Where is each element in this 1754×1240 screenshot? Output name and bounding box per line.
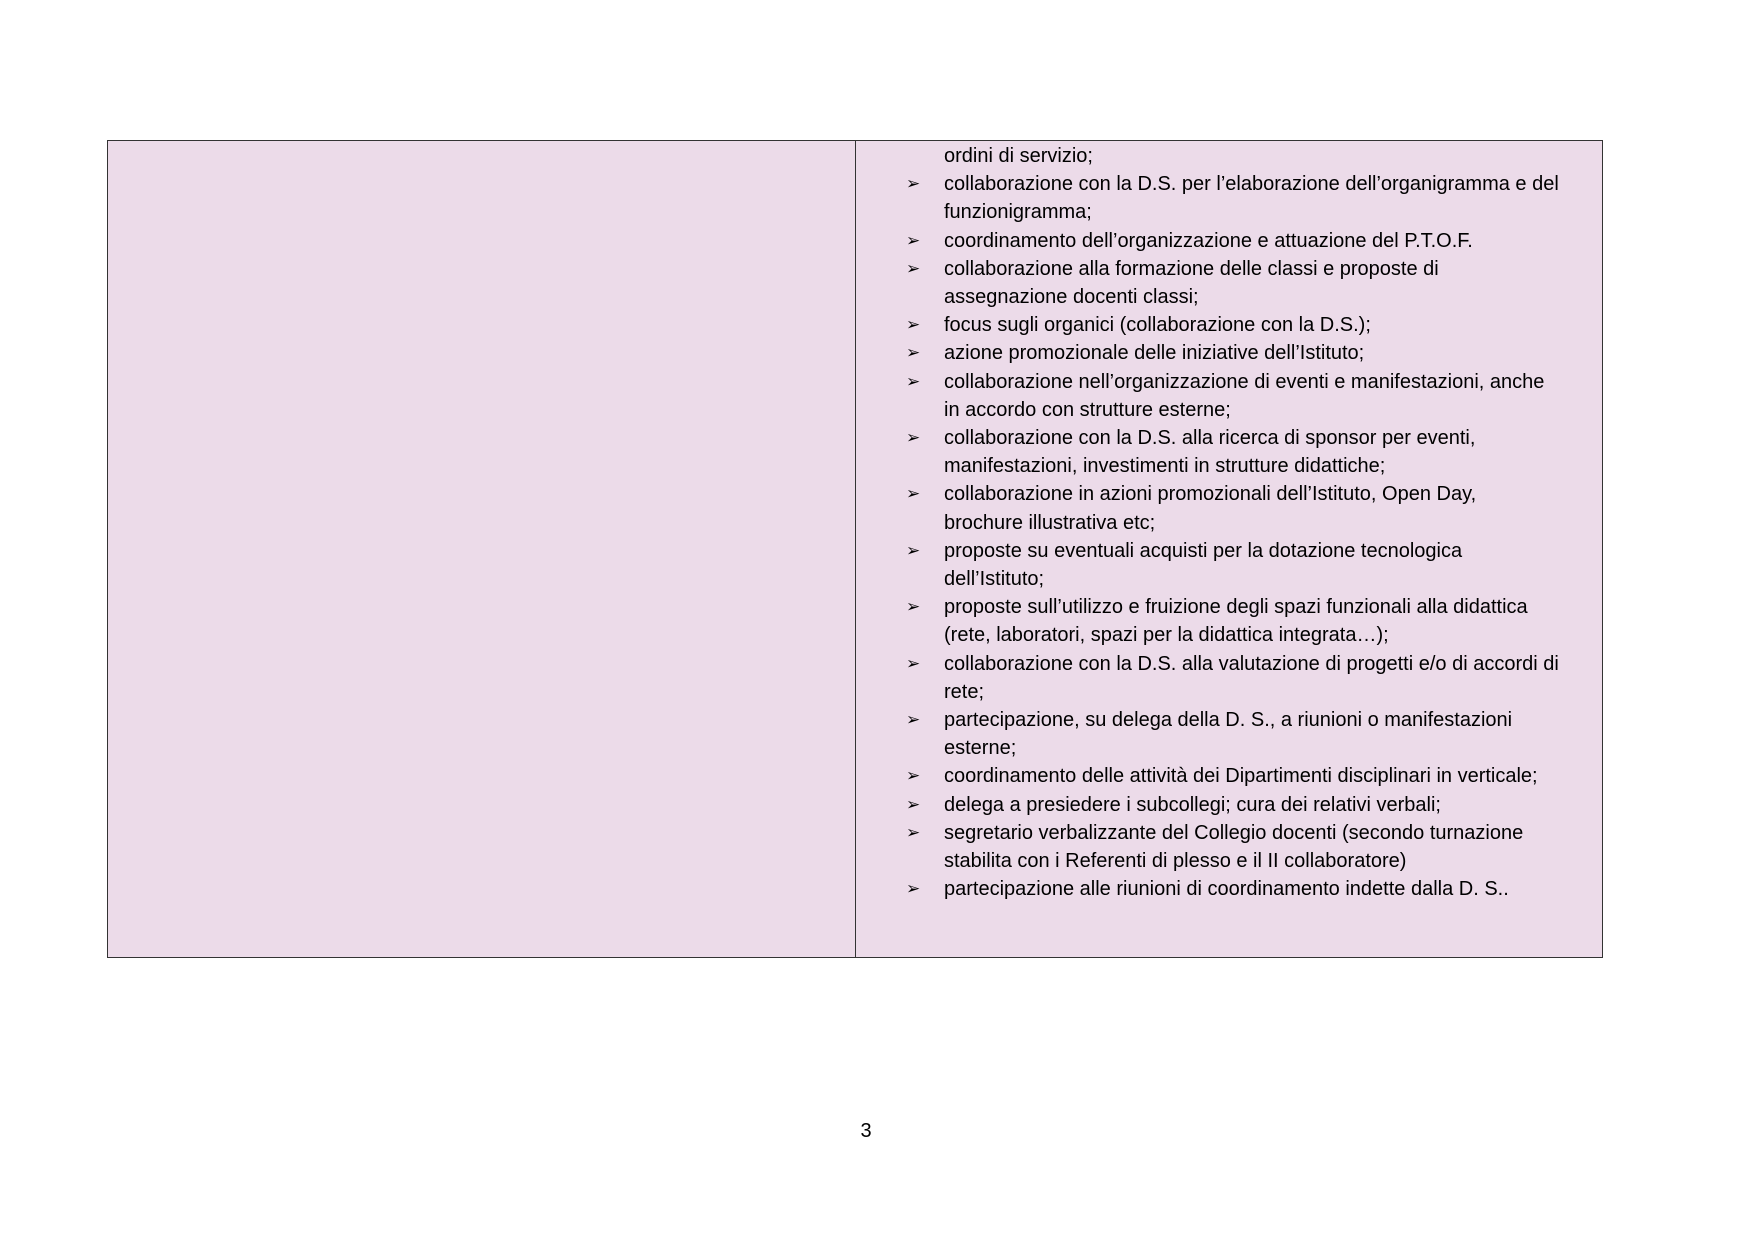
duty-item-line: collaborazione alla formazione delle classi e proposte di [944,257,1439,280]
duty-item-line: collaborazione con la D.S. per l’elaborazione dell’organigramma e del [944,173,1559,196]
duty-item-line: collaborazione con la D.S. alla valutazione di progetti e/o di accordi di [944,652,1559,675]
page-number: 3 [860,1120,872,1142]
duty-list [856,170,1602,903]
duty-list-item [856,339,1602,367]
duty-item-line: azione promozionale delle iniziative dell’Istituto; [944,342,1365,365]
duty-list-item [856,227,1602,255]
arrowhead-bullet-icon: ➢ [906,794,921,815]
arrowhead-bullet-icon: ➢ [906,371,921,392]
duty-item-line: collaborazione nell’organizzazione di eventi e manifestazioni, anche [944,370,1545,393]
continuation-text: ordini di servizio; [944,145,1093,167]
duty-item-line: brochure illustrativa etc; [944,511,1156,534]
duty-item-line: in accordo con strutture esterne; [944,398,1231,421]
duty-list-item [856,537,1602,593]
duty-list-item [856,170,1602,226]
duty-item-line: proposte su eventuali acquisti per la dotazione tecnologica [944,539,1463,562]
duty-list-item [856,762,1602,790]
duty-item-line: manifestazioni, investimenti in strutture didattiche; [944,455,1386,478]
arrowhead-bullet-icon: ➢ [906,540,921,561]
arrowhead-bullet-icon: ➢ [906,174,921,195]
arrowhead-bullet-icon: ➢ [906,766,921,787]
arrowhead-bullet-icon: ➢ [906,343,921,364]
duty-item-line: stabilita con i Referenti di plesso e il II collaboratore) [944,850,1407,873]
duty-list-item [856,875,1602,903]
duty-item-line: partecipazione alle riunioni di coordinamento indette dalla D. S.. [944,878,1509,901]
duty-item-line: funzionigramma; [944,201,1092,224]
duty-item-line: esterne; [944,737,1017,760]
duty-list-item [856,819,1602,875]
duty-item-line: rete; [944,680,985,703]
duty-item-line: proposte sull’utilizzo e fruizione degli spazi funzionali alla didattica [944,596,1528,619]
arrowhead-bullet-icon: ➢ [906,315,921,336]
duty-item-line: dell’Istituto; [944,568,1045,591]
table-cell-left-empty [108,141,856,957]
arrowhead-bullet-icon: ➢ [906,258,921,279]
duties-table [107,140,1603,958]
duty-item-line: focus sugli organici (collaborazione con la D.S.); [944,314,1371,337]
duty-item-line: coordinamento delle attività dei Dipartimenti disciplinari in verticale; [944,765,1538,788]
arrowhead-bullet-icon: ➢ [906,653,921,674]
duty-item-line: delega a presiedere i subcollegi; cura dei relativi verbali; [944,793,1441,816]
duty-item-line: (rete, laboratori, spazi per la didattica integrata…); [944,624,1389,647]
duty-list-item [856,593,1602,649]
arrowhead-bullet-icon: ➢ [906,879,921,900]
duty-list-item [856,791,1602,819]
duty-list-item [856,255,1602,311]
duty-list-item [856,311,1602,339]
table-cell-duties [856,141,1602,957]
arrowhead-bullet-icon: ➢ [906,822,921,843]
arrowhead-bullet-icon: ➢ [906,597,921,618]
duty-list-item [856,424,1602,480]
duty-item-line: collaborazione con la D.S. alla ricerca di sponsor per eventi, [944,427,1476,450]
arrowhead-bullet-icon: ➢ [906,710,921,731]
duty-item-line: coordinamento dell’organizzazione e attuazione del P.T.O.F. [944,229,1473,252]
duty-list-item [856,706,1602,762]
duty-item-line: assegnazione docenti classi; [944,286,1199,309]
duty-item-line: segretario verbalizzante del Collegio docenti (secondo turnazione [944,821,1524,844]
duty-list-item [856,650,1602,706]
arrowhead-bullet-icon: ➢ [906,484,921,505]
duty-item-line: collaborazione in azioni promozionali dell’Istituto, Open Day, [944,483,1477,506]
arrowhead-bullet-icon: ➢ [906,428,921,449]
duty-list-item [856,480,1602,536]
duty-list-item [856,368,1602,424]
arrowhead-bullet-icon: ➢ [906,230,921,251]
duty-item-line: partecipazione, su delega della D. S., a riunioni o manifestazioni [944,709,1513,732]
